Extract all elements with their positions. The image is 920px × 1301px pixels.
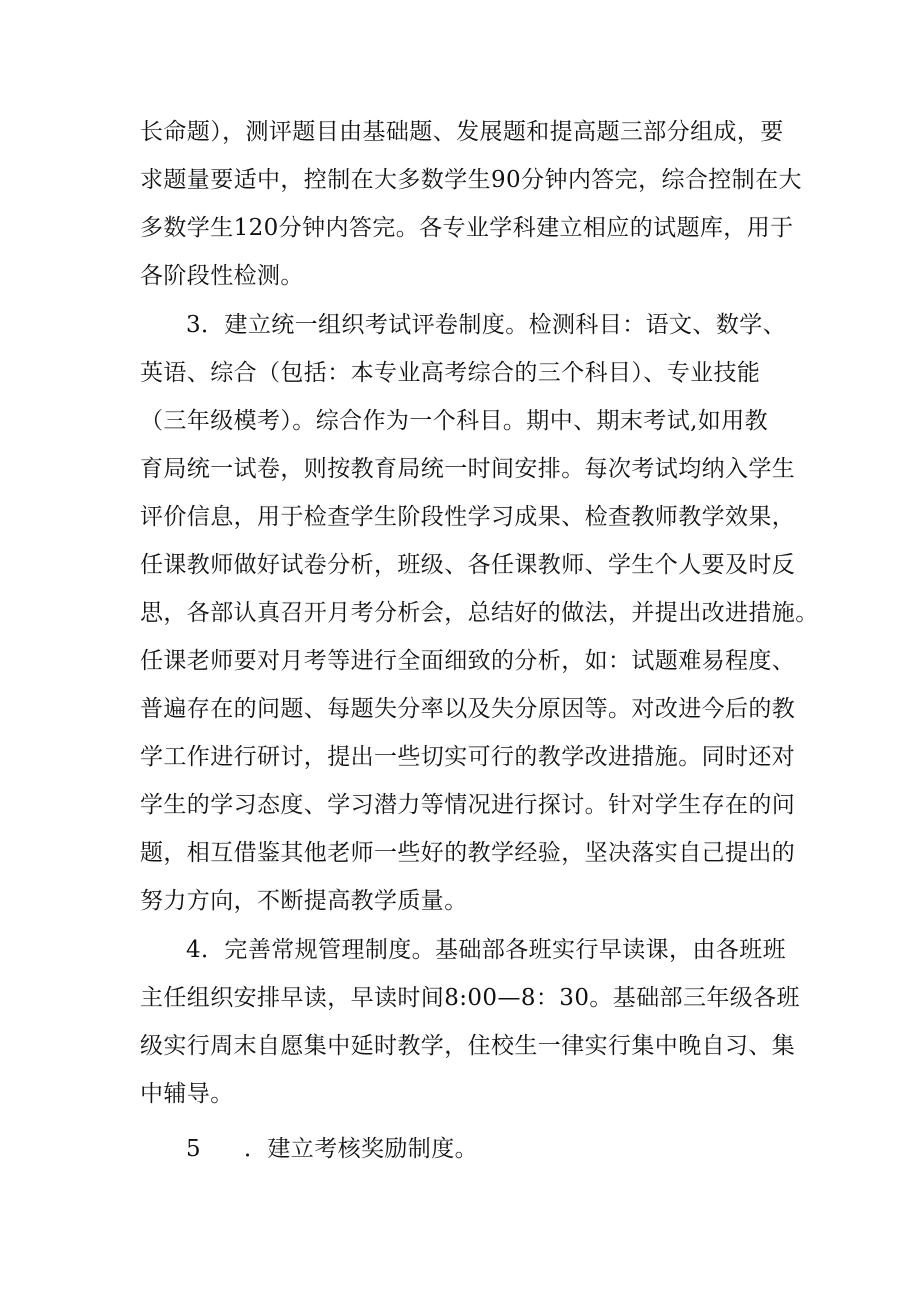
paragraph2-line-4: 育局统一试卷，则按教育局统一时间安排。每次考试均纳入学生 [140, 456, 796, 482]
paragraph2-line-3: （三年级模考）。综合作为一个科目。期中、期末考试,如用教 [140, 408, 769, 434]
section-5-heading: ．建立考核奖励制度。 [244, 1136, 478, 1162]
paragraph1-line-1: 长命题），测评题目由基础题、发展题和提高题三部分组成，要 [140, 119, 784, 145]
paragraph2-line-7: 思，各部认真召开月考分析会，总结好的做法，并提出改进措施。 [140, 600, 819, 626]
paragraph2-line-9: 普遍存在的问题、每题失分率以及失分原因等。对改进今后的教 [140, 696, 796, 722]
paragraph1-line-3: 多数学生120分钟内答完。各专业学科建立相应的试题库，用于 [140, 215, 794, 241]
paragraph3-line-1: 4．完善常规管理制度。基础部各班实行早读课，由各班班 [186, 937, 787, 963]
paragraph2-line-11: 学生的学习态度、学习潜力等情况进行探讨。针对学生存在的问 [140, 792, 796, 818]
paragraph2-line-2: 英语、综合（包括：本专业高考综合的三个科目）、专业技能 [140, 360, 761, 386]
paragraph2-line-6: 任课教师做好试卷分析，班级、各任课教师、学生个人要及时反 [140, 552, 796, 578]
paragraph1-line-2: 求题量要适中，控制在大多数学生90分钟内答完，综合控制在大 [140, 167, 802, 193]
paragraph3-line-3: 级实行周末自愿集中延时教学，住校生一律实行集中晚自习、集 [140, 1033, 796, 1059]
paragraph2-line-12: 题，相互借鉴其他老师一些好的教学经验，坚决落实自己提出的 [140, 840, 796, 866]
paragraph2-line-8: 任课老师要对月考等进行全面细致的分析，如：试题难易程度、 [140, 648, 796, 674]
paragraph3-line-4: 中辅导。 [140, 1081, 234, 1107]
paragraph2-line-1: 3．建立统一组织考试评卷制度。检测科目：语文、数学、 [186, 312, 787, 338]
paragraph1-line-4: 各阶段性检测。 [140, 263, 304, 289]
section-5-number: 5 [186, 1136, 201, 1162]
paragraph2-line-10: 学工作进行研讨，提出一些切实可行的教学改进措施。同时还对 [140, 744, 796, 770]
paragraph3-line-2: 主任组织安排早读，早读时间8:00—8：30。基础部三年级各班 [140, 985, 800, 1011]
paragraph2-line-5: 评价信息，用于检查学生阶段性学习成果、检查教师教学效果， [140, 504, 796, 530]
paragraph2-line-13: 努力方向，不断提高教学质量。 [140, 888, 468, 914]
